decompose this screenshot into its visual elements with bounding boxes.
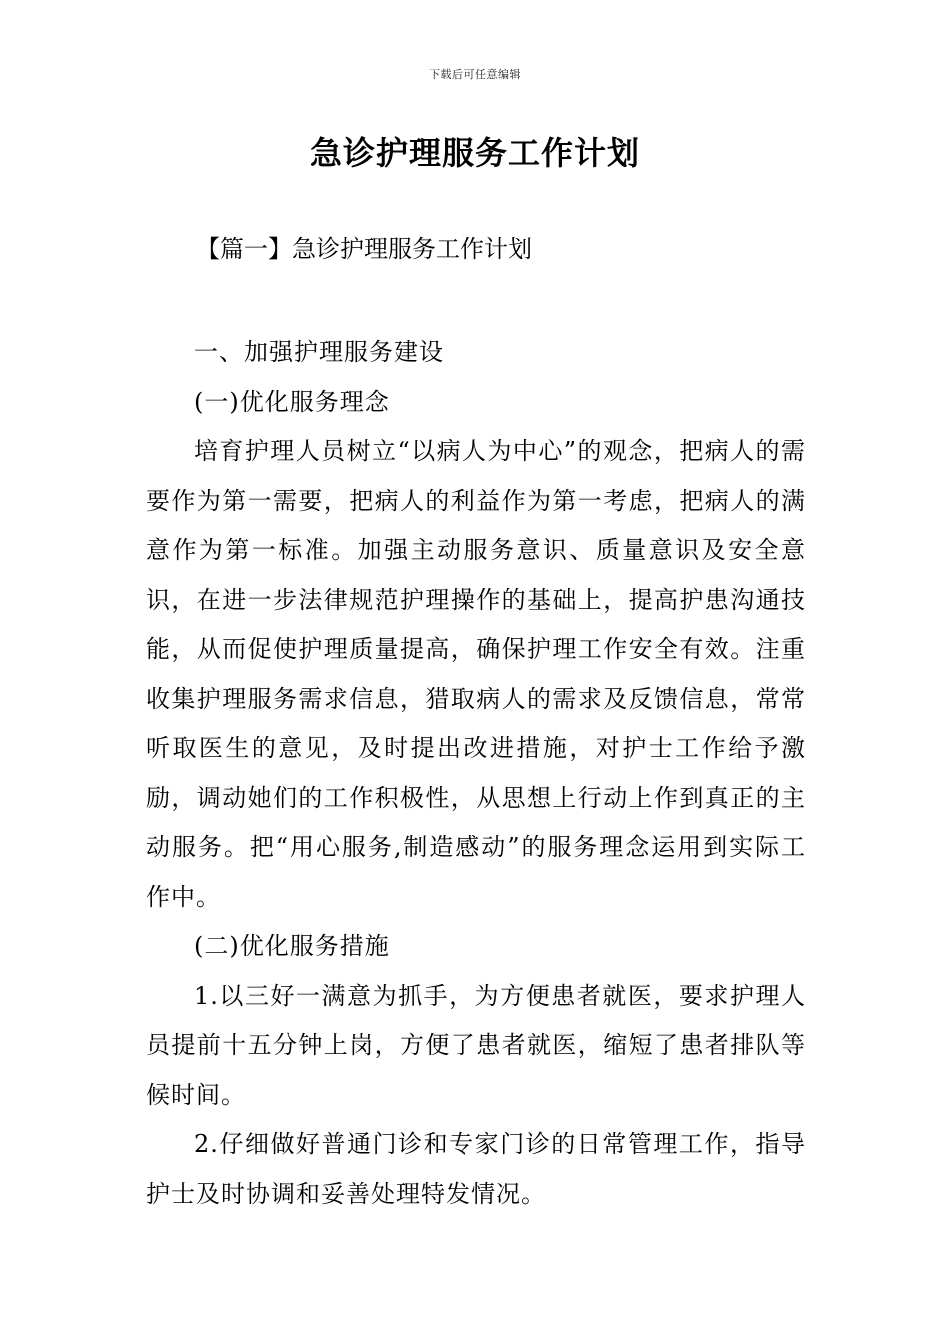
paragraph-measure-1: 1.以三好一满意为抓手，为方便患者就医，要求护理人员提前十五分钟上岗，方便了患者就医，缩短了患者排队等候时间。: [146, 981, 806, 1109]
section-heading: 【篇一】急诊护理服务工作计划: [196, 235, 532, 263]
paragraph-measure-2: 2.仔细做好普通门诊和专家门诊的日常管理工作，指导护士及时协调和妥善处理特发情况。: [146, 1130, 806, 1208]
document-title: 急诊护理服务工作计划: [309, 134, 640, 172]
document-body: [146, 328, 806, 1219]
header-note: 下载后可任意编辑: [429, 68, 521, 81]
paragraph-service-concept: 培育护理人员树立“以病人为中心”的观念，把病人的需要作为第一需要，把病人的利益作为第一考虑，把病人的满意作为第一标准。加强主动服务意识、质量意识及安全意识，在进一步法律规范护理操作的基础上，提高护患沟通技能，从而促使护理质量提高，确保护理工作安全有效。注重收集护理服务需求信息，猎取病人的需求及反馈信息，常常听取医生的意见，及时提出改进措施，对护士工作给予激励，调动她们的工作积极性，从思想上行动上作到真正的主动服务。把“用心服务,制造感动”的服务理念运用到实际工作中。: [146, 437, 806, 911]
subheading-optimize-measures: (二)优化服务措施: [194, 932, 390, 960]
subheading-optimize-concept: (一)优化服务理念: [194, 387, 390, 416]
heading-strengthen-service: 一、加强护理服务建设: [194, 338, 444, 366]
